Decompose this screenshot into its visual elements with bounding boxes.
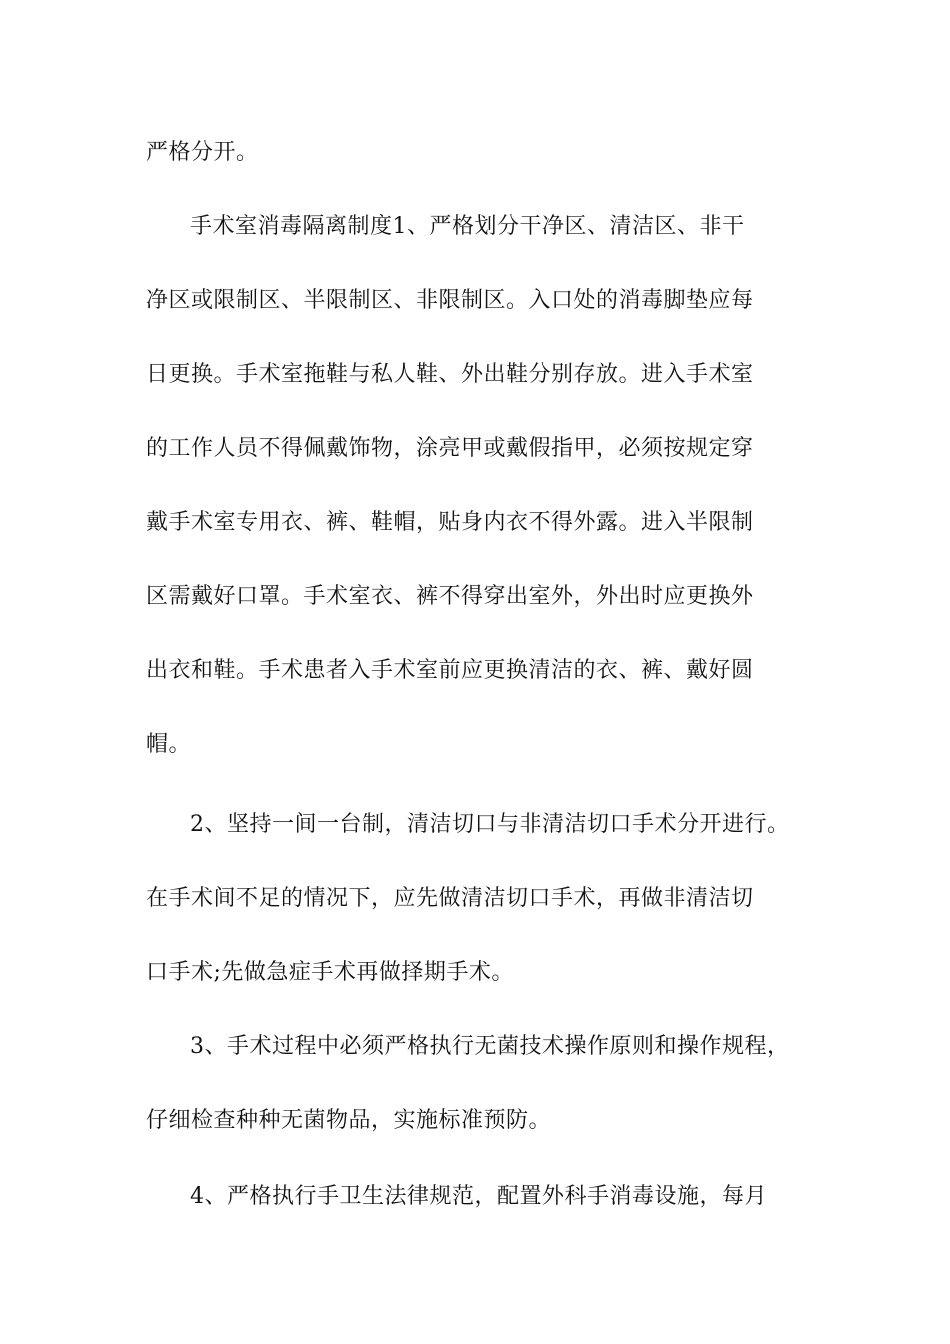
text-line: 帽。 [146,732,192,757]
paragraph-start-line: 3、手术过程中必须严格执行无菌技术操作原则和操作规程， [190,1034,790,1059]
paragraph-start-line: 4、严格执行手卫生法律规范，配置外科手消毒设施，每月 [190,1184,767,1209]
paragraph-start-line: 手术室消毒隔离制度1、严格划分干净区、清洁区、非干 [190,214,745,239]
text-line: 口手术;先做急症手术再做择期手术。 [146,960,514,985]
text-line: 净区或限制区、半限制区、非限制区。入口处的消毒脚垫应每 [146,288,754,313]
text-line: 的工作人员不得佩戴饰物，涂亮甲或戴假指甲，必须按规定穿 [146,436,754,461]
text-line: 在手术间不足的情况下，应先做清洁切口手术，再做非清洁切 [146,886,754,911]
text-line: 戴手术室专用衣、裤、鞋帽，贴身内衣不得外露。进入半限制 [146,510,754,535]
text-line: 严格分开。 [146,140,259,165]
text-line: 仔细检查种种无菌物品，实施标准预防。 [146,1108,552,1133]
paragraph-start-line: 2、坚持一间一台制，清洁切口与非清洁切口手术分开进行。 [190,812,790,837]
text-line: 出衣和鞋。手术患者入手术室前应更换清洁的衣、裤、戴好圆 [146,658,754,683]
text-line: 区需戴好口罩。手术室衣、裤不得穿出室外，外出时应更换外 [146,584,754,609]
text-line: 日更换。手术室拖鞋与私人鞋、外出鞋分别存放。进入手术室 [146,362,754,387]
